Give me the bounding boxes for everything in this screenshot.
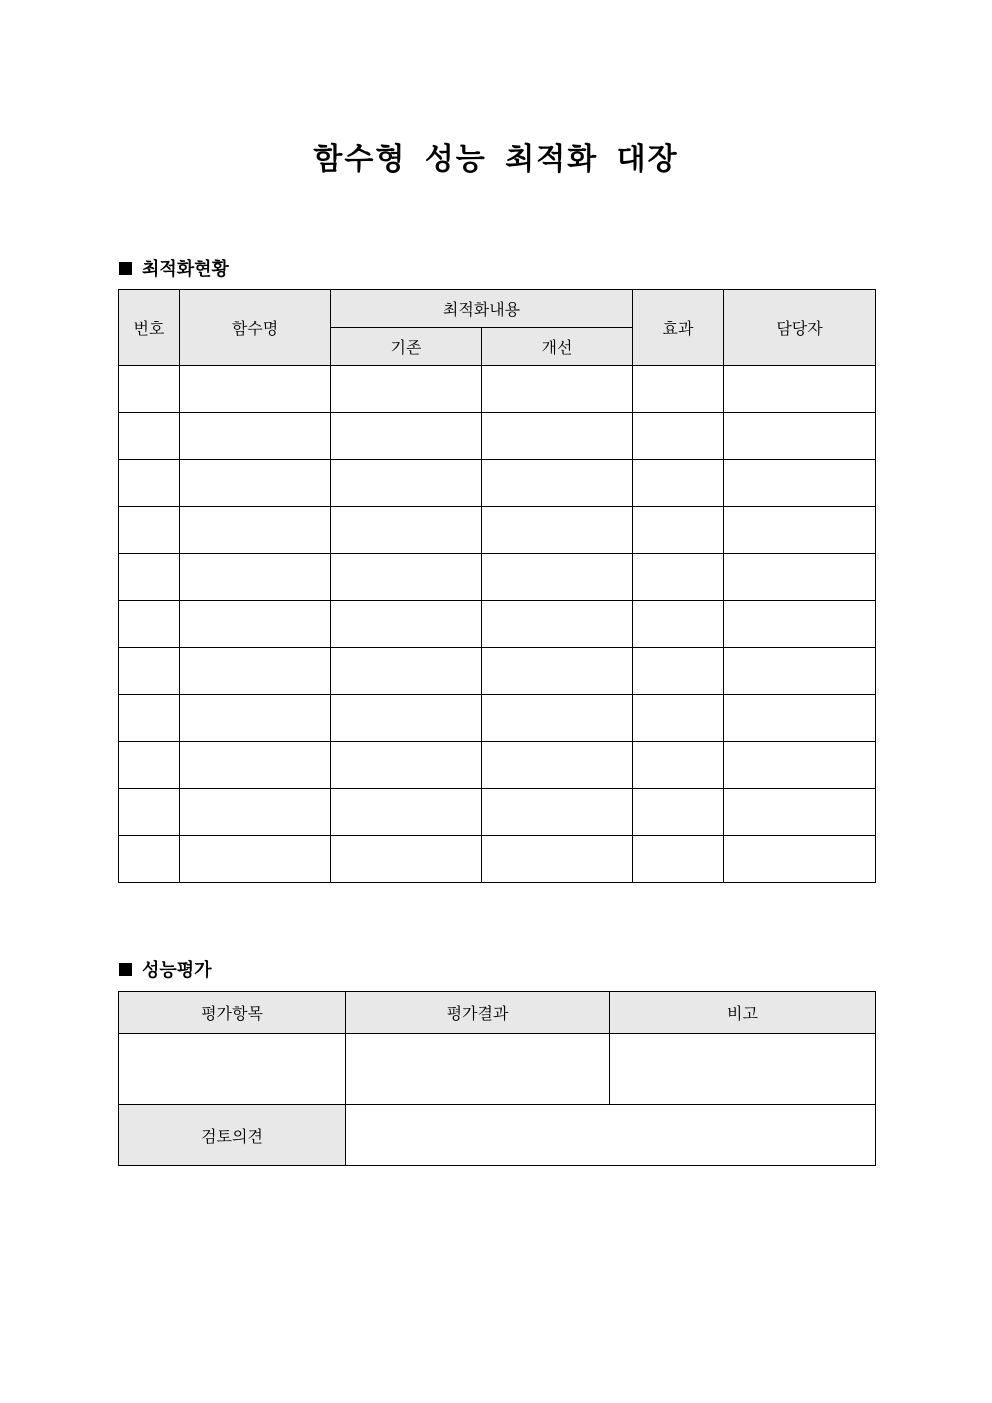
improved-cell[interactable] (482, 742, 633, 789)
section-heading-evaluation (119, 956, 212, 982)
header-optimization-content: 최적화내용 (331, 290, 633, 328)
square-bullet-icon (119, 963, 132, 976)
effect-cell[interactable] (633, 460, 724, 507)
effect-cell[interactable] (633, 836, 724, 883)
header-number: 번호 (119, 290, 180, 366)
evaluation-item-cell[interactable] (119, 1034, 346, 1105)
number-cell[interactable] (119, 507, 180, 554)
effect-cell[interactable] (633, 648, 724, 695)
function-name-cell[interactable] (180, 648, 331, 695)
function-name-cell[interactable] (180, 366, 331, 413)
owner-cell[interactable] (724, 413, 876, 460)
owner-cell[interactable] (724, 366, 876, 413)
improved-cell[interactable] (482, 601, 633, 648)
before-cell[interactable] (331, 507, 482, 554)
owner-cell[interactable] (724, 742, 876, 789)
improved-cell[interactable] (482, 554, 633, 601)
improved-cell[interactable] (482, 695, 633, 742)
effect-cell[interactable] (633, 413, 724, 460)
owner-cell[interactable] (724, 695, 876, 742)
before-cell[interactable] (331, 413, 482, 460)
number-cell[interactable] (119, 742, 180, 789)
owner-cell[interactable] (724, 601, 876, 648)
table-row (119, 507, 876, 554)
table-row (119, 460, 876, 507)
function-name-cell[interactable] (180, 554, 331, 601)
owner-cell[interactable] (724, 554, 876, 601)
improved-cell[interactable] (482, 460, 633, 507)
before-cell[interactable] (331, 836, 482, 883)
owner-cell[interactable] (724, 789, 876, 836)
function-name-cell[interactable] (180, 789, 331, 836)
header-remarks: 비고 (610, 992, 876, 1034)
review-opinion-cell[interactable] (346, 1105, 876, 1166)
number-cell[interactable] (119, 601, 180, 648)
before-cell[interactable] (331, 601, 482, 648)
document-title: 함수형 성능 최적화 대장 (313, 142, 679, 177)
before-cell[interactable] (331, 648, 482, 695)
table-row (119, 601, 876, 648)
header-effect: 효과 (633, 290, 724, 366)
function-name-cell[interactable] (180, 742, 331, 789)
effect-cell[interactable] (633, 366, 724, 413)
improved-cell[interactable] (482, 366, 633, 413)
header-improved: 개선 (482, 328, 633, 366)
header-evaluation-result: 평가결과 (346, 992, 610, 1034)
improved-cell[interactable] (482, 507, 633, 554)
header-function-name: 함수명 (180, 290, 331, 366)
owner-cell[interactable] (724, 460, 876, 507)
function-name-cell[interactable] (180, 695, 331, 742)
effect-cell[interactable] (633, 601, 724, 648)
before-cell[interactable] (331, 460, 482, 507)
improved-cell[interactable] (482, 413, 633, 460)
evaluation-result-cell[interactable] (346, 1034, 610, 1105)
number-cell[interactable] (119, 366, 180, 413)
number-cell[interactable] (119, 836, 180, 883)
effect-cell[interactable] (633, 695, 724, 742)
number-cell[interactable] (119, 554, 180, 601)
number-cell[interactable] (119, 648, 180, 695)
function-name-cell[interactable] (180, 601, 331, 648)
function-name-cell[interactable] (180, 507, 331, 554)
number-cell[interactable] (119, 695, 180, 742)
improved-cell[interactable] (482, 789, 633, 836)
owner-cell[interactable] (724, 507, 876, 554)
review-opinion-label: 검토의견 (119, 1105, 346, 1166)
owner-cell[interactable] (724, 836, 876, 883)
function-name-cell[interactable] (180, 460, 331, 507)
before-cell[interactable] (331, 695, 482, 742)
header-before: 기존 (331, 328, 482, 366)
number-cell[interactable] (119, 460, 180, 507)
table-row (119, 836, 876, 883)
header-evaluation-item: 평가항목 (119, 992, 346, 1034)
remarks-cell[interactable] (610, 1034, 876, 1105)
before-cell[interactable] (331, 742, 482, 789)
section-heading-label: 성능평가 (142, 960, 212, 981)
function-name-cell[interactable] (180, 836, 331, 883)
effect-cell[interactable] (633, 742, 724, 789)
optimization-table (118, 289, 876, 883)
section-heading-label: 최적화현황 (142, 259, 229, 280)
before-cell[interactable] (331, 554, 482, 601)
effect-cell[interactable] (633, 507, 724, 554)
table-row (119, 413, 876, 460)
function-name-cell[interactable] (180, 413, 331, 460)
before-cell[interactable] (331, 789, 482, 836)
evaluation-table (118, 991, 876, 1166)
header-owner: 담당자 (724, 290, 876, 366)
table-row (119, 554, 876, 601)
table-row (119, 695, 876, 742)
section-heading-optimization (119, 255, 229, 281)
effect-cell[interactable] (633, 789, 724, 836)
table-row (119, 742, 876, 789)
table-row (119, 366, 876, 413)
effect-cell[interactable] (633, 554, 724, 601)
square-bullet-icon (119, 262, 132, 275)
improved-cell[interactable] (482, 648, 633, 695)
before-cell[interactable] (331, 366, 482, 413)
owner-cell[interactable] (724, 648, 876, 695)
improved-cell[interactable] (482, 836, 633, 883)
table-row (119, 648, 876, 695)
number-cell[interactable] (119, 789, 180, 836)
table-row (119, 789, 876, 836)
number-cell[interactable] (119, 413, 180, 460)
